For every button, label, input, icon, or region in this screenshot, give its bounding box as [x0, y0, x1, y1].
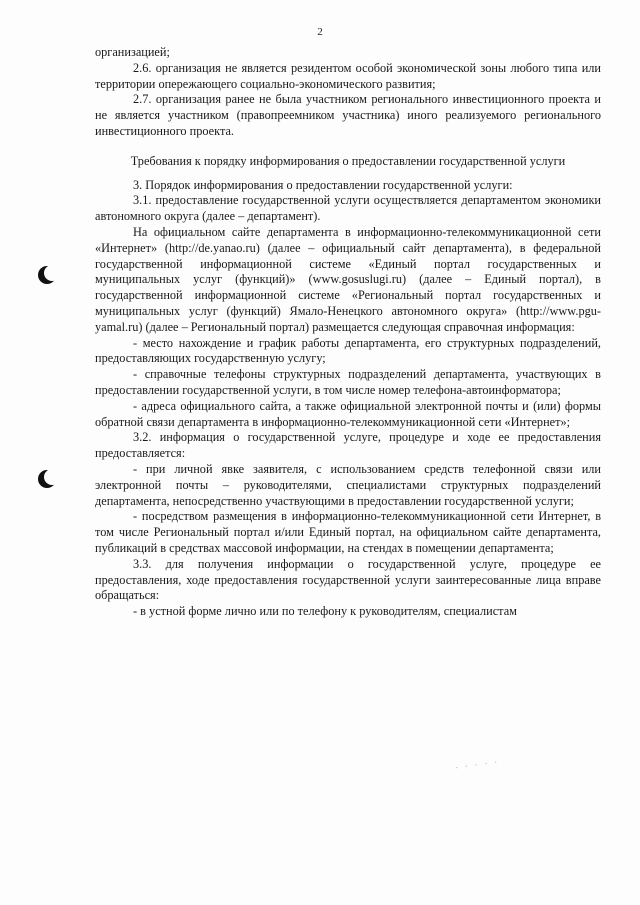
- paragraph: 2.7. организация ранее не была участником регионального инвестиционного проекта и не является участником (правопреемником участника) иного реализуемого регионального инвестиционного проекта.: [95, 92, 601, 138]
- paragraph: организацией;: [95, 45, 170, 59]
- paragraph: 2.6. организация не является резидентом особой экономической зоны любого типа или территории опережающего социально-экономического развития;: [95, 60, 601, 91]
- list-item: - место нахождение и график работы департамента, его структурных подразделений, предоставляющих государственную услугу;: [95, 335, 601, 366]
- punch-hole-mark: [38, 470, 56, 488]
- section-heading: Требования к порядку информирования о предоставлении государственной услуги: [130, 153, 566, 168]
- list-item: - адреса официального сайта, а также официальной электронной почты и (или) формы обратной связи департамента в информационно-телекоммуникационной сети «Интернет»;: [95, 398, 601, 429]
- paragraph: 3. Порядок информирования о предоставлении государственной услуги:: [133, 177, 513, 192]
- list-item: - посредством размещения в информационно-телекоммуникационной сети Интернет, в том числе Региональный портал и/или Единый портал, на официальном сайте департамента, публикаций в средствах массовой информации, на стендах в помещении департамента;: [95, 509, 601, 555]
- paragraph: На официальном сайте департамента в информационно-телекоммуникационной сети «Интернет» (http://de.yanao.ru) (далее – официальный сайт департамента), в федеральной государственной информационной системе «Единый портал государственных и муниципальных услуг (функций)» (www.gosuslugi.ru) (далее – Единый портал), в государственной информационной системе «Региональный портал государственных и муниципальных услуг (функций) Ямало-Ненецкого автономного округа» (http://www.pgu-yamal.ru) (далее – Региональный портал) размещается следующая справочная информация:: [95, 224, 601, 334]
- page-number: 2: [317, 26, 323, 38]
- list-item: - при личной явке заявителя, с использованием средств телефонной связи или электронной почты – руководителями, специалистами структурных подразделений департамента, непосредственно участвующими в предоставлении государственной услуги;: [95, 461, 601, 508]
- list-item: - справочные телефоны структурных подразделений департамента, участвующих в предоставлении государственной услуги, в том числе номер телефона-автоинформатора;: [95, 367, 601, 397]
- paragraph: 3.2. информация о государственной услуге, процедуре и ходе ее предоставления предоставляется:: [95, 430, 601, 461]
- punch-hole-mark: [38, 266, 56, 284]
- paragraph: 3.3. для получения информации о государственной услуге, процедуре ее предоставления, ходе предоставления государственной услуги заинтересованные лица вправе обращаться:: [95, 556, 601, 603]
- paragraph: 3.1. предоставление государственной услуги осуществляется департаментом экономики автономного округа (далее – департамент).: [95, 193, 601, 224]
- list-item: - в устной форме лично или по телефону к руководителям, специалистам: [133, 604, 517, 619]
- document-body: [95, 45, 601, 620]
- faint-stamp-mark: · · · · ·: [454, 756, 501, 775]
